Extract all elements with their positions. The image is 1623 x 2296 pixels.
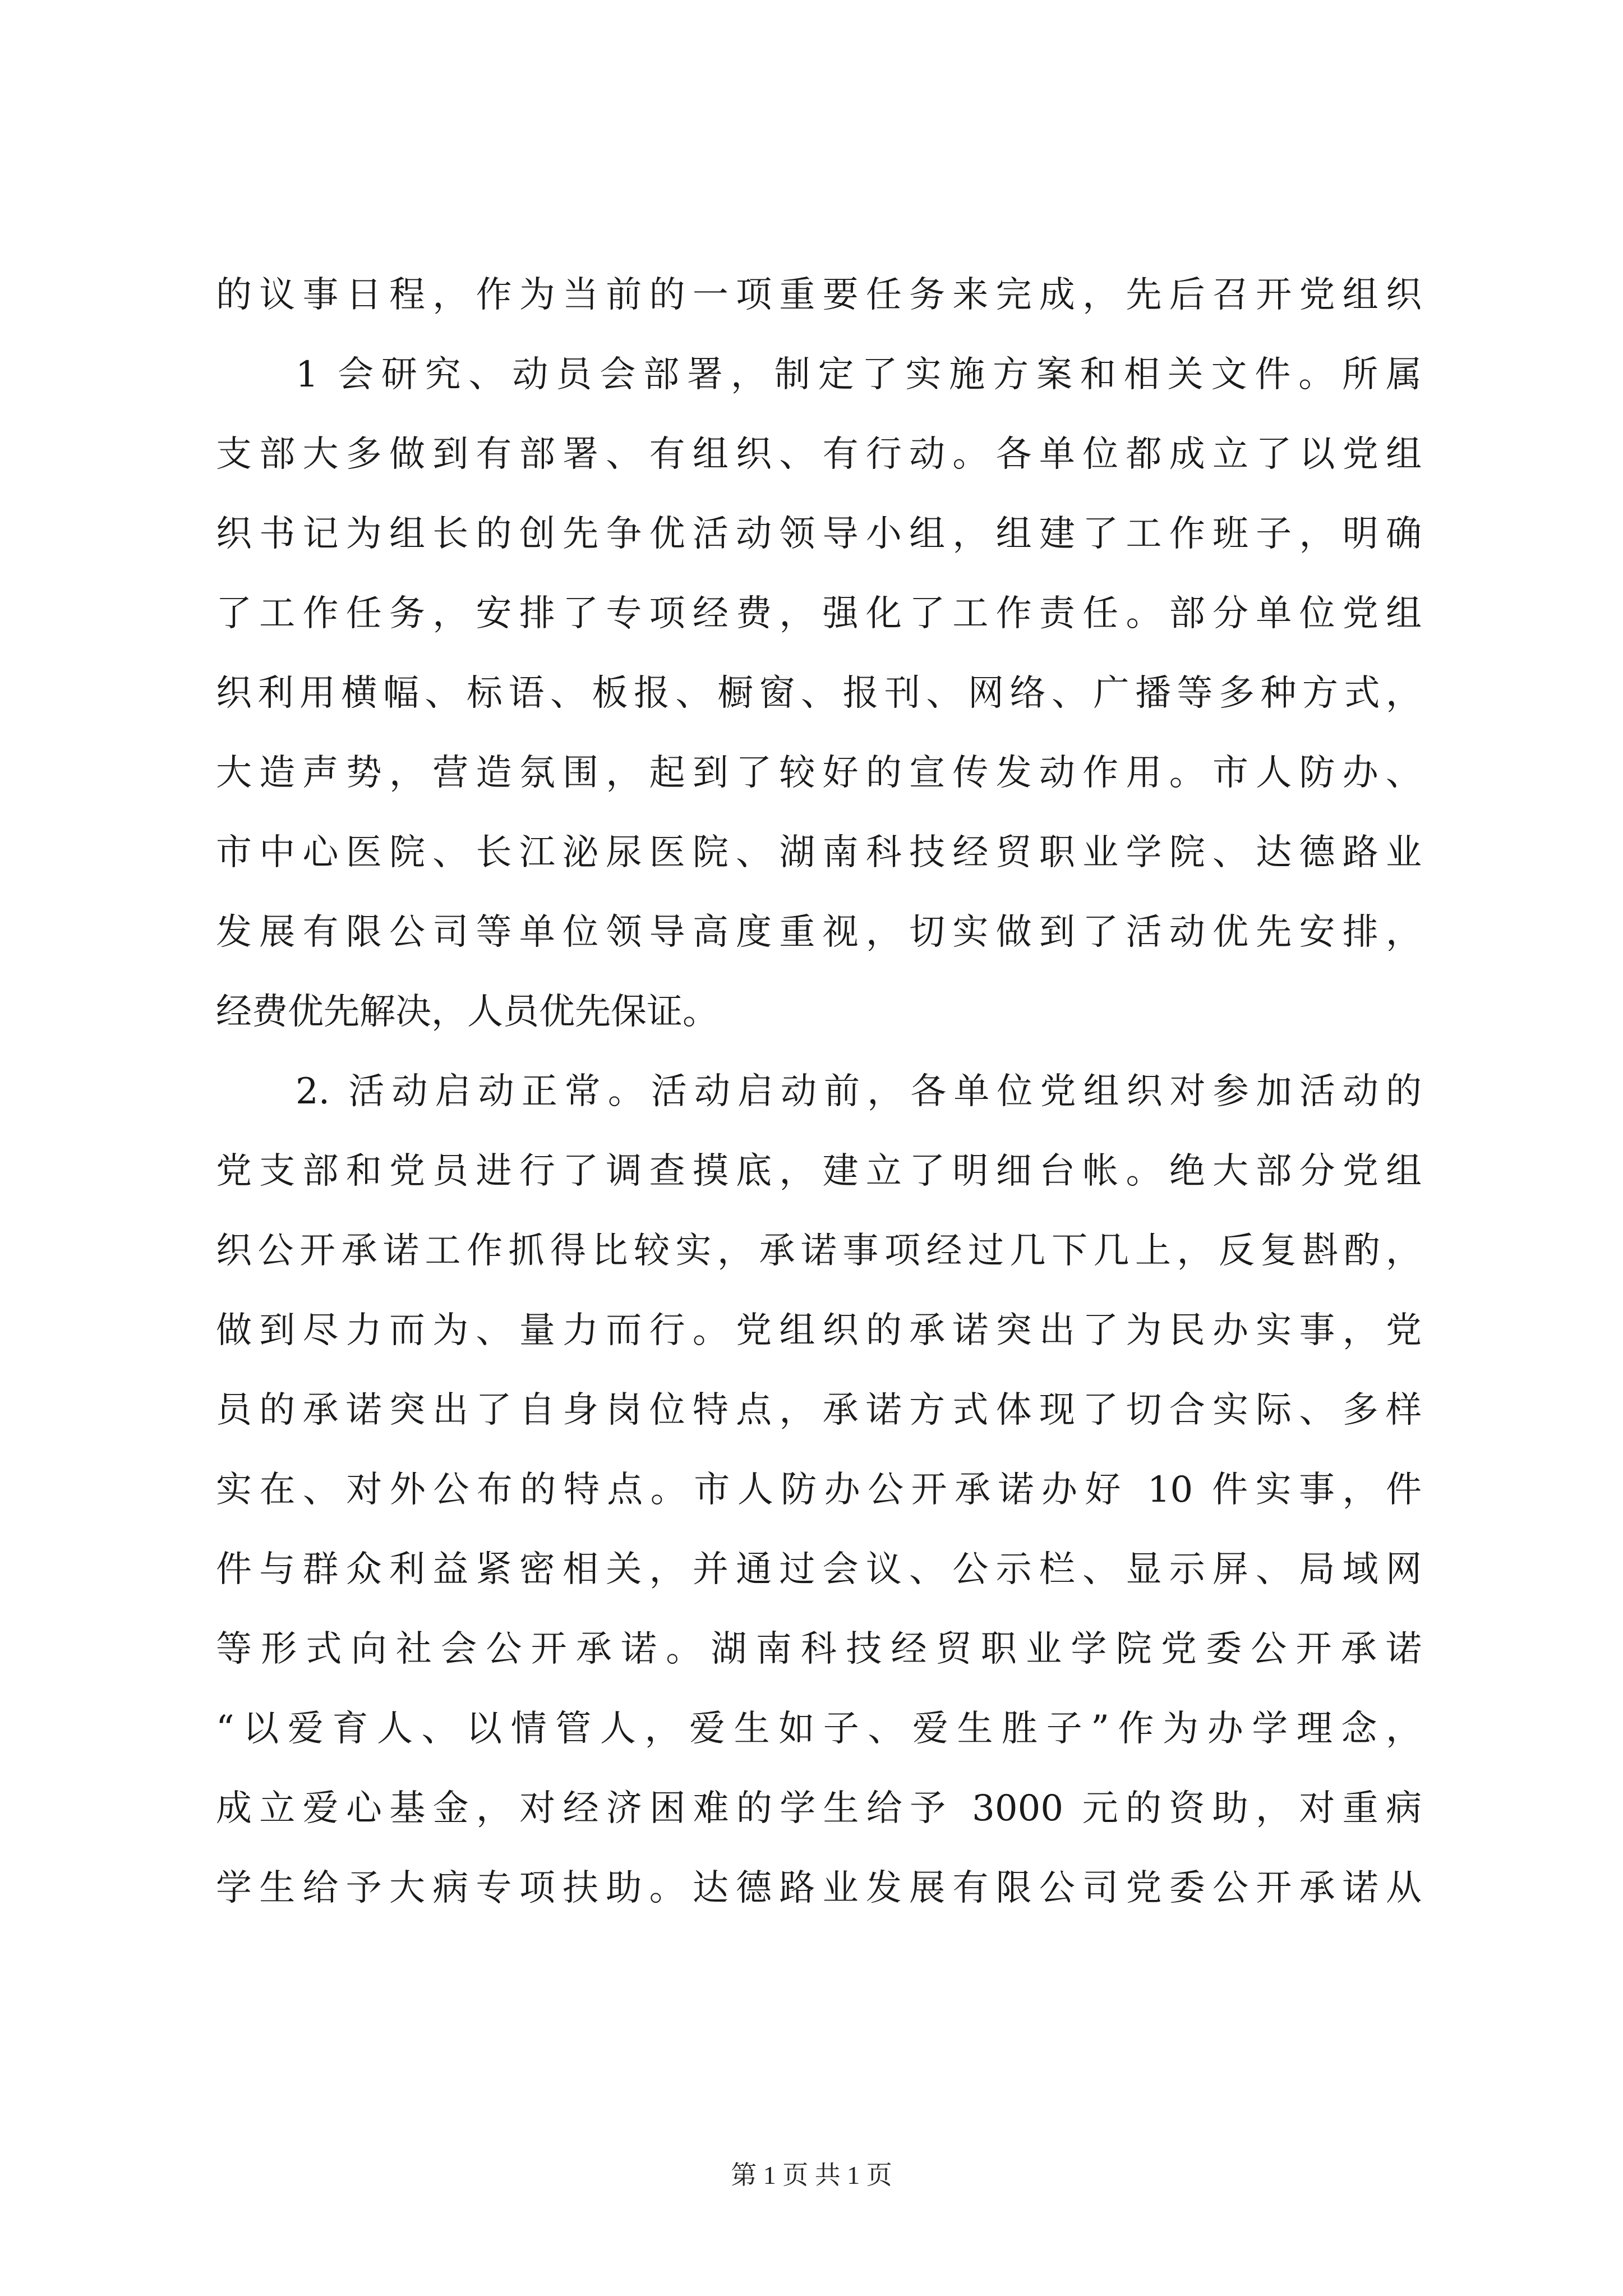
text-line-content: 2. 活动启动正常。活动启动前，各单位党组织对参加活动的	[296, 1071, 1422, 1112]
text-line	[216, 415, 1422, 494]
text-line	[216, 1131, 1422, 1211]
text-line	[216, 1689, 1422, 1769]
text-line	[216, 1769, 1422, 1848]
text-line-content: 经费优先解决，人员优先保证。	[216, 991, 718, 1033]
text-line	[216, 1211, 1422, 1291]
text-line-content: 了工作任务，安排了专项经费，强化了工作责任。部分单位党组	[216, 593, 1422, 634]
text-line-content: 实在、对外公布的特点。市人防办公开承诺办好 10 件实事，件	[216, 1469, 1422, 1511]
text-line	[216, 1370, 1422, 1450]
text-line	[216, 335, 1422, 415]
text-line	[216, 1530, 1422, 1609]
text-line-content: 织书记为组长的创先争优活动领导小组，组建了工作班子，明确	[216, 513, 1422, 555]
text-line-content: 件与群众利益紧密相关，并通过会议、公示栏、显示屏、局域网	[216, 1549, 1422, 1590]
text-line-content: 发展有限公司等单位领导高度重视，切实做到了活动优先安排，	[216, 912, 1422, 953]
text-line	[216, 1450, 1422, 1530]
text-line-content: 织公开承诺工作抓得比较实，承诺事项经过几下几上，反复斟酌，	[216, 1230, 1422, 1272]
text-line-content: 市中心医院、长江泌尿医院、湖南科技经贸职业学院、达德路业	[216, 832, 1422, 873]
text-line-content: 大造声势，营造氛围，起到了较好的宣传发动作用。市人防办、	[216, 752, 1422, 794]
text-line-content: 学生给予大病专项扶助。达德路业发展有限公司党委公开承诺从	[216, 1867, 1422, 1909]
text-line-content: 党支部和党员进行了调查摸底，建立了明细台帐。绝大部分党组	[216, 1151, 1422, 1192]
text-line	[216, 1609, 1422, 1689]
text-line	[216, 1052, 1422, 1131]
text-line	[216, 494, 1422, 574]
text-line-content: “以爱育人、以情管人，爱生如子、爱生胜子”作为办学理念，	[216, 1708, 1422, 1750]
text-line	[216, 255, 1422, 335]
text-line-content: 成立爱心基金，对经济困难的学生给予 3000 元的资助，对重病	[216, 1788, 1422, 1829]
text-line-content: 织利用横幅、标语、板报、橱窗、报刊、网络、广播等多种方式，	[216, 673, 1422, 714]
text-line	[216, 1291, 1422, 1370]
text-line-content: 支部大多做到有部署、有组织、有行动。各单位都成立了以党组	[216, 434, 1422, 475]
text-line-content: 的议事日程，作为当前的一项重要任务来完成，先后召开党组织	[216, 274, 1422, 316]
text-line	[216, 654, 1422, 733]
text-line-content: 员的承诺突出了自身岗位特点，承诺方式体现了切合实际、多样	[216, 1389, 1422, 1431]
text-line	[216, 574, 1422, 654]
text-line-content: 做到尽力而为、量力而行。党组织的承诺突出了为民办实事，党	[216, 1310, 1422, 1351]
document-body	[216, 255, 1422, 1928]
text-line	[216, 733, 1422, 813]
text-line	[216, 972, 1422, 1052]
text-line	[216, 892, 1422, 972]
text-line	[216, 813, 1422, 892]
page-footer	[0, 2159, 1623, 2192]
text-line-content: 等形式向社会公开承诺。湖南科技经贸职业学院党委公开承诺	[216, 1628, 1422, 1670]
text-line	[216, 1848, 1422, 1928]
text-line-content: 1 会研究、动员会部署，制定了实施方案和相关文件。所属	[296, 354, 1422, 395]
page-number-label: 第 1 页 共 1 页	[731, 2161, 892, 2189]
